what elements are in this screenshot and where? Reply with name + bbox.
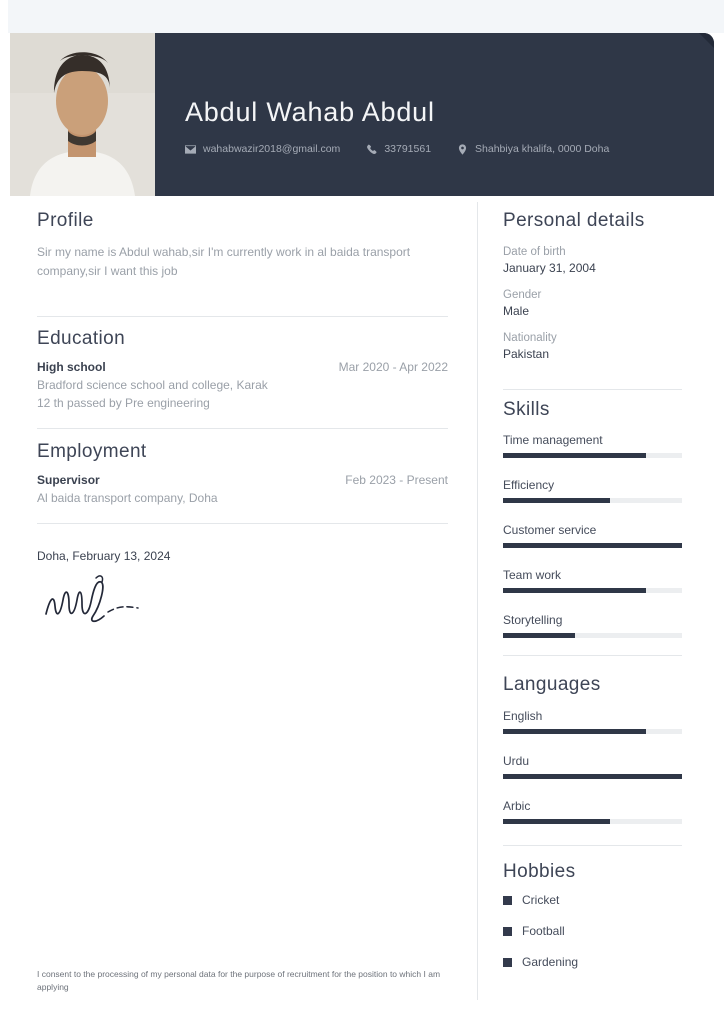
skill-item bbox=[503, 523, 682, 568]
languages-heading: Languages bbox=[503, 674, 601, 695]
skill-bar-track bbox=[503, 543, 682, 548]
contact-location bbox=[457, 143, 609, 155]
detail-label: Gender bbox=[503, 289, 542, 301]
skill-item bbox=[503, 433, 682, 478]
contact-phone-text: 33791561 bbox=[384, 143, 432, 155]
hobbies-list bbox=[503, 893, 578, 986]
education-school: Bradford science school and college, Karak bbox=[37, 378, 268, 392]
header bbox=[10, 33, 714, 196]
skill-item bbox=[503, 613, 682, 658]
detail-gender bbox=[503, 289, 596, 318]
separator bbox=[503, 655, 682, 656]
profile-text: Sir my name is Abdul wahab,sir I'm currently work in al baida transport company,sir I want this job bbox=[37, 245, 411, 278]
skill-label: Storytelling bbox=[503, 613, 563, 627]
language-item bbox=[503, 754, 682, 799]
contact-email-text: wahabwazir2018@gmail.com bbox=[203, 143, 341, 155]
contact-email bbox=[185, 143, 340, 155]
square-bullet-icon bbox=[503, 896, 512, 905]
detail-nationality bbox=[503, 332, 596, 361]
profile-photo bbox=[10, 33, 155, 196]
employment-title: Supervisor bbox=[37, 473, 100, 487]
contact-row bbox=[185, 143, 694, 155]
header-panel bbox=[155, 33, 714, 196]
hobby-label: Gardening bbox=[522, 955, 579, 969]
detail-value: Male bbox=[503, 304, 530, 318]
hobby-label: Cricket bbox=[522, 893, 560, 907]
skill-bar-track bbox=[503, 633, 682, 638]
detail-value: January 31, 2004 bbox=[503, 261, 596, 275]
skills-heading: Skills bbox=[503, 399, 550, 420]
location-icon bbox=[457, 144, 468, 155]
skill-bar-fill bbox=[503, 453, 646, 458]
skill-bar-fill bbox=[503, 588, 646, 593]
top-strip bbox=[8, 0, 724, 33]
consent-note: I consent to the processing of my personal data for the purpose of recruitment for the position to which I am applying bbox=[37, 969, 441, 992]
languages-list bbox=[503, 709, 682, 844]
skill-bar-fill bbox=[503, 633, 575, 638]
employment-dates: Feb 2023 - Present bbox=[345, 473, 448, 487]
hobby-item bbox=[503, 893, 578, 907]
signature-image bbox=[38, 572, 168, 638]
detail-value: Pakistan bbox=[503, 347, 550, 361]
employment-entry bbox=[37, 473, 448, 505]
personal-details-heading: Personal details bbox=[503, 210, 645, 231]
email-icon bbox=[185, 144, 196, 155]
skill-item bbox=[503, 568, 682, 613]
education-description: 12 th passed by Pre engineering bbox=[37, 396, 210, 410]
education-entry bbox=[37, 360, 448, 410]
hobbies-heading: Hobbies bbox=[503, 861, 576, 882]
separator bbox=[37, 316, 448, 317]
language-item bbox=[503, 709, 682, 754]
skill-label: Efficiency bbox=[503, 478, 555, 492]
education-dates: Mar 2020 - Apr 2022 bbox=[338, 360, 448, 374]
language-bar-track bbox=[503, 819, 682, 824]
hobby-item bbox=[503, 955, 578, 969]
hobby-label: Football bbox=[522, 924, 565, 938]
language-label: Urdu bbox=[503, 754, 530, 768]
language-label: English bbox=[503, 709, 543, 723]
detail-label: Date of birth bbox=[503, 246, 566, 258]
separator bbox=[503, 845, 682, 846]
corner-fold bbox=[699, 33, 714, 48]
employment-heading: Employment bbox=[37, 441, 147, 462]
separator bbox=[503, 389, 682, 390]
detail-dob bbox=[503, 246, 596, 275]
language-bar-fill bbox=[503, 819, 610, 824]
skill-bar-fill bbox=[503, 543, 682, 548]
skill-bar-fill bbox=[503, 498, 610, 503]
signoff-place-date: Doha, February 13, 2024 bbox=[37, 549, 171, 563]
skill-item bbox=[503, 478, 682, 523]
skills-list bbox=[503, 433, 682, 658]
separator bbox=[37, 523, 448, 524]
language-bar-track bbox=[503, 774, 682, 779]
portrait-placeholder bbox=[10, 33, 155, 196]
employment-company: Al baida transport company, Doha bbox=[37, 491, 218, 505]
language-bar-fill bbox=[503, 774, 682, 779]
education-heading: Education bbox=[37, 328, 126, 349]
skill-label: Customer service bbox=[503, 523, 597, 537]
language-bar-track bbox=[503, 729, 682, 734]
contact-phone bbox=[366, 143, 431, 155]
language-label: Arbic bbox=[503, 799, 531, 813]
square-bullet-icon bbox=[503, 927, 512, 936]
skill-label: Team work bbox=[503, 568, 562, 582]
skill-bar-track bbox=[503, 498, 682, 503]
language-bar-fill bbox=[503, 729, 646, 734]
phone-icon bbox=[366, 144, 377, 155]
personal-details-list bbox=[503, 246, 596, 375]
separator bbox=[37, 428, 448, 429]
column-divider bbox=[477, 202, 478, 1000]
hobby-item bbox=[503, 924, 578, 938]
detail-label: Nationality bbox=[503, 332, 557, 344]
education-title: High school bbox=[37, 360, 106, 374]
skill-bar-track bbox=[503, 588, 682, 593]
skill-bar-track bbox=[503, 453, 682, 458]
language-item bbox=[503, 799, 682, 844]
skill-label: Time management bbox=[503, 433, 603, 447]
profile-heading: Profile bbox=[37, 210, 94, 231]
person-name: Abdul Wahab Abdul bbox=[185, 97, 435, 127]
square-bullet-icon bbox=[503, 958, 512, 967]
contact-location-text: Shahbiya khalifa, 0000 Doha bbox=[475, 143, 610, 155]
